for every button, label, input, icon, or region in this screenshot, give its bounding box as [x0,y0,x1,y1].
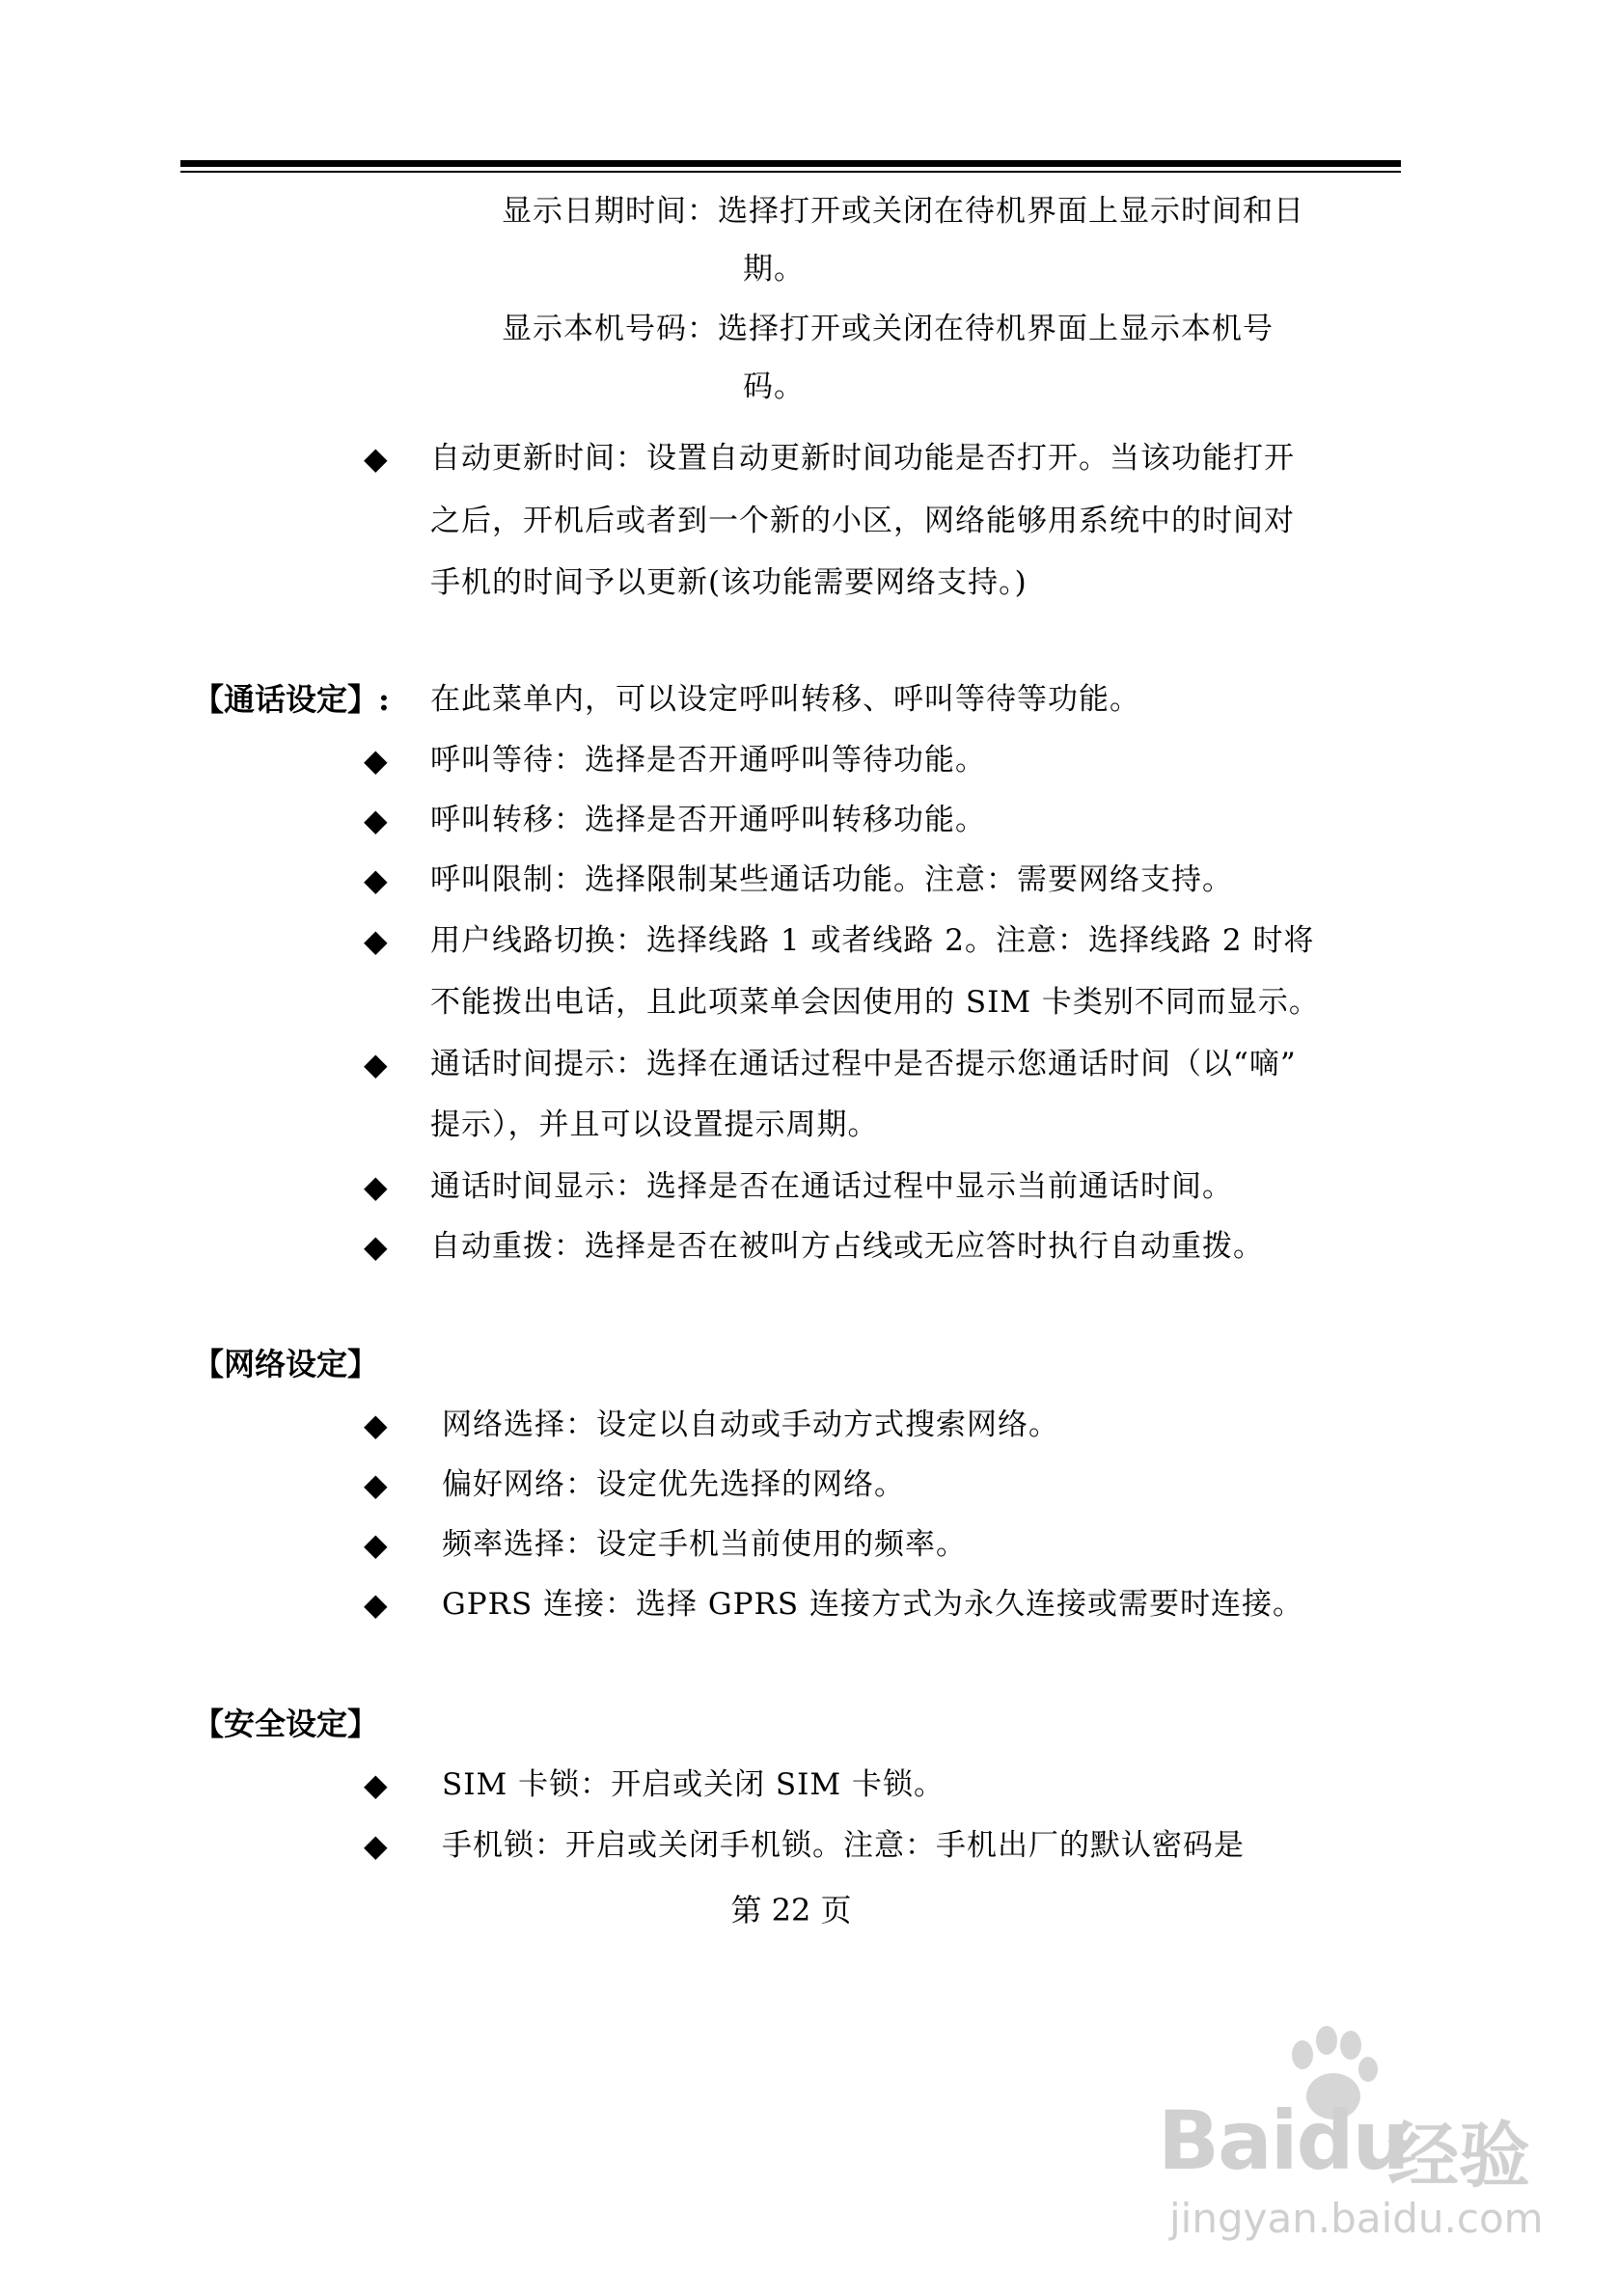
call-barring-item: 呼叫限制：选择限制某些通话功能。注意：需要网络支持。 [430,862,1233,897]
auto-time-line-1: 自动更新时间：设置自动更新时间功能是否打开。当该功能打开 [430,441,1295,476]
watermark-cn: 经验 [1387,2115,1530,2198]
phone-lock-item: 手机锁：开启或关闭手机锁。注意：手机出厂的默认密码是 [442,1828,1245,1863]
bullet-icon: ◆ [364,1407,388,1443]
call-waiting-item: 呼叫等待：选择是否开通呼叫等待功能。 [430,743,986,778]
call-time-reminder-2: 提示），并且可以设置提示周期。 [430,1107,879,1142]
bullet-icon: ◆ [364,1586,388,1623]
bullet-icon: ◆ [364,922,388,959]
bullet-icon: ◆ [364,440,388,477]
display-datetime-line: 显示日期时间：选择打开或关闭在待机界面上显示时间和日 [502,194,1304,229]
bullet-icon: ◆ [364,742,388,779]
heading-security-settings: 【安全设定】 [193,1706,379,1742]
bullet-icon: ◆ [364,1526,388,1563]
bullet-icon: ◆ [364,861,388,898]
baidu-watermark [1158,2064,1544,2257]
gprs-connect-item: GPRS 连接：选择 GPRS 连接方式为永久连接或需要时连接。 [442,1587,1303,1622]
bullet-icon: ◆ [364,1827,388,1864]
sim-lock-item: SIM 卡锁：开启或关闭 SIM 卡锁。 [442,1767,946,1802]
watermark-url: jingyan.baidu.com [1169,2195,1544,2242]
header-rule-thin [180,171,1401,173]
auto-redial-item: 自动重拨：选择是否在被叫方占线或无应答时执行自动重拨。 [430,1229,1264,1264]
band-select-item: 频率选择：设定手机当前使用的频率。 [442,1527,967,1562]
bullet-icon: ◆ [364,1766,388,1803]
display-number-line-cont: 码。 [743,369,805,404]
auto-time-line-2: 之后，开机后或者到一个新的小区，网络能够用系统中的时间对 [430,504,1295,538]
page-number: 第 22 页 [730,1892,852,1928]
watermark-brand: Baidu [1158,2093,1409,2188]
display-number-line: 显示本机号码：选择打开或关闭在待机界面上显示本机号 [502,312,1274,346]
auto-time-line-3: 手机的时间予以更新(该功能需要网络支持。) [430,565,1028,600]
bullet-icon: ◆ [364,1046,388,1082]
call-intro: 在此菜单内，可以设定呼叫转移、呼叫等待等功能。 [430,682,1140,717]
display-datetime-line-cont: 期。 [743,252,805,287]
network-select-item: 网络选择：设定以自动或手动方式搜索网络。 [442,1408,1059,1442]
line-switch-item-1: 用户线路切换：选择线路 1 或者线路 2。注意：选择线路 2 时将 [430,923,1315,958]
line-switch-item-2: 不能拨出电话，且此项菜单会因使用的 SIM 卡类别不同而显示。 [430,985,1320,1020]
call-forward-item: 呼叫转移：选择是否开通呼叫转移功能。 [430,803,986,837]
call-time-display-item: 通话时间显示：选择是否在通话过程中显示当前通话时间。 [430,1169,1233,1204]
header-rule-thick [180,160,1401,167]
heading-network-settings: 【网络设定】 [193,1346,379,1382]
bullet-icon: ◆ [364,802,388,838]
bullet-icon: ◆ [364,1168,388,1205]
call-time-reminder-1: 通话时间提示：选择在通话过程中是否提示您通话时间（以“嘀” [430,1047,1297,1081]
bullet-icon: ◆ [364,1228,388,1265]
preferred-network-item: 偏好网络：设定优先选择的网络。 [442,1467,905,1502]
bullet-icon: ◆ [364,1466,388,1503]
heading-call-settings: 【通话设定】: [193,681,390,718]
